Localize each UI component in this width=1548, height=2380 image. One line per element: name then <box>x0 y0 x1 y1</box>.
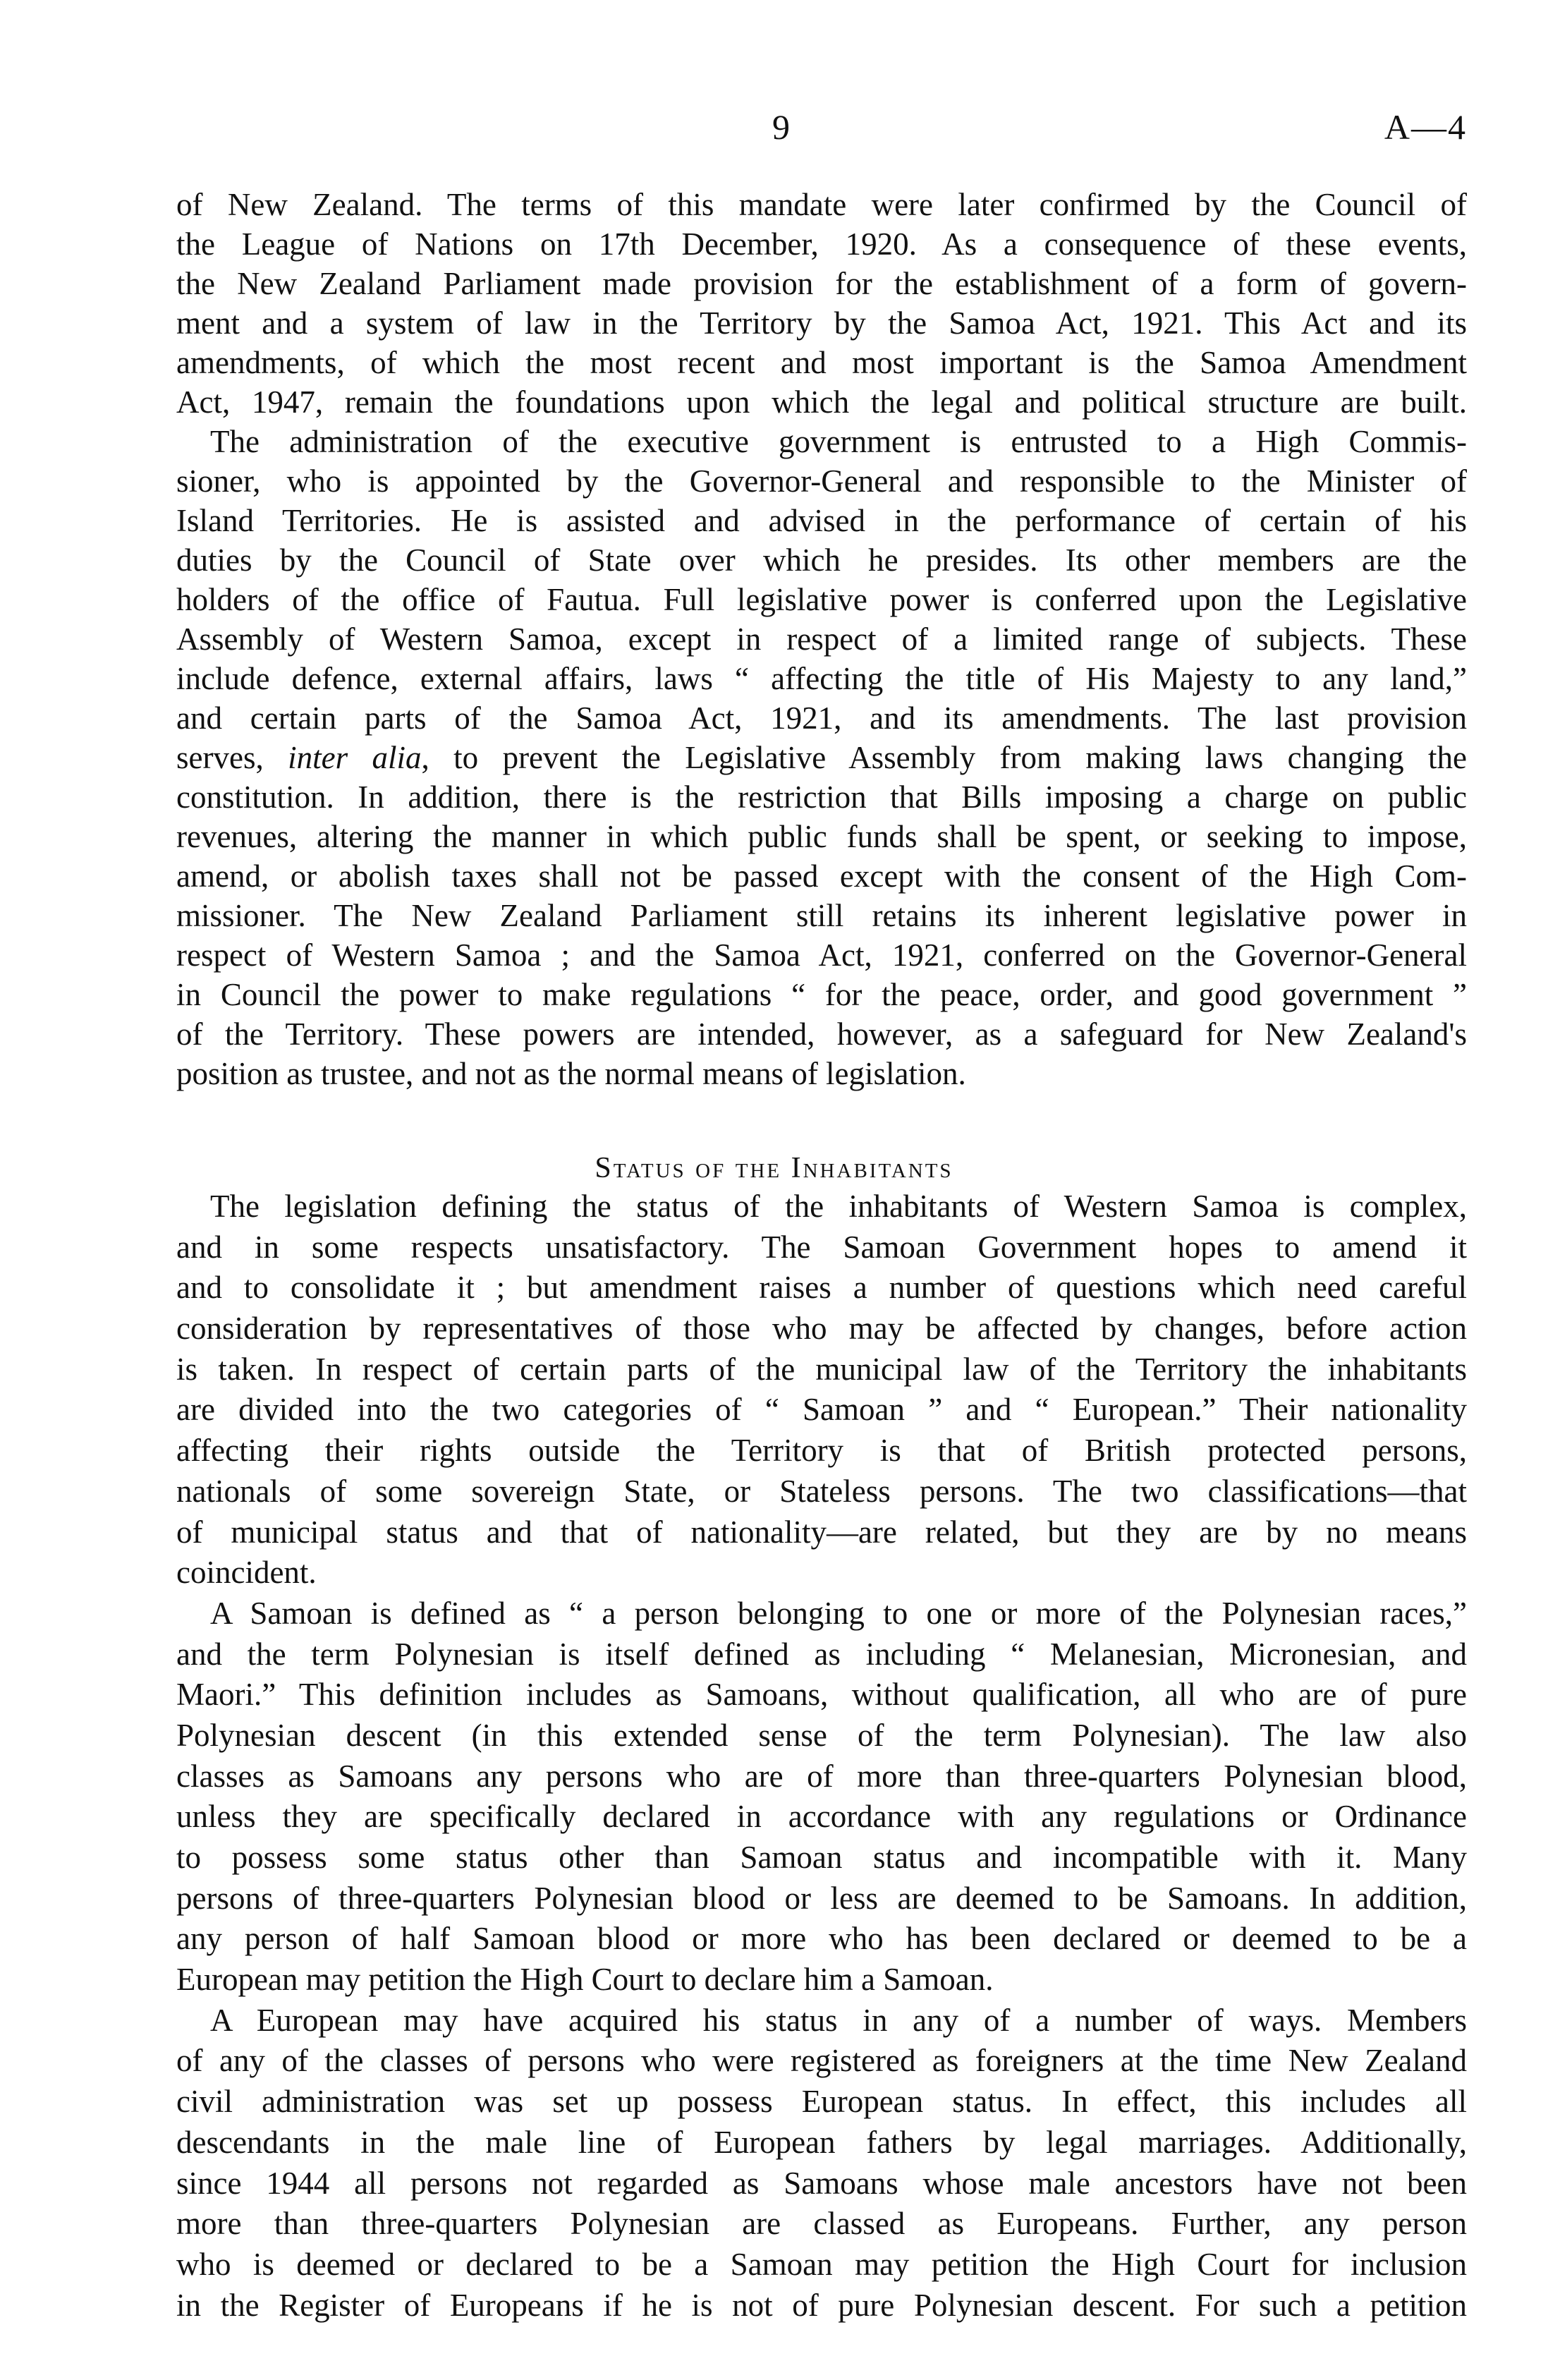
text-line: is taken. In respect of certain parts of the municipal law of the Territory the inhabitants <box>176 1351 1467 1387</box>
text-line: Act, 1947, remain the foundations upon which the legal and political structure are built. <box>176 384 1467 420</box>
text-segment: serves, <box>176 740 288 775</box>
text-line: Island Territories. He is assisted and advised in the performance of certain of his <box>176 503 1467 538</box>
text-line: Polynesian descent (in this extended sense of the term Polynesian). The law also <box>176 1717 1467 1753</box>
text-line: missioner. The New Zealand Parliament still retains its inherent legislative power in <box>176 898 1467 933</box>
text-line: coincident. <box>176 1555 317 1591</box>
text-line: ment and a system of law in the Territory by the Samoa Act, 1921. This Act and its <box>176 305 1467 341</box>
text-line: descendants in the male line of European fathers by legal marriages. Additionally, <box>176 2124 1467 2160</box>
text-line: and the term Polynesian is itself defined as including “ Melanesian, Micronesian, and <box>176 1636 1467 1672</box>
italic-text: inter alia <box>288 740 422 775</box>
paragraph <box>176 1593 1467 2000</box>
text-line: affecting their rights outside the Territory is that of British protected persons, <box>176 1433 1467 1469</box>
text-line: civil administration was set up possess European status. In effect, this includes all <box>176 2084 1467 2120</box>
text-line: who is deemed or declared to be a Samoan may petition the High Court for inclusion <box>176 2246 1467 2282</box>
text-line: The administration of the executive government is entrusted to a High Commis- <box>210 424 1467 459</box>
text-line: revenues, altering the manner in which public funds shall be spent, or seeking to impose, <box>176 819 1467 854</box>
text-line: holders of the office of Fautua. Full legislative power is conferred upon the Legislative <box>176 582 1467 617</box>
text-line: European may petition the High Court to declare him a Samoan. <box>176 1962 994 1998</box>
text-line: constitution. In addition, there is the restriction that Bills imposing a charge on public <box>176 779 1467 815</box>
text-line: position as trustee, and not as the normal means of legislation. <box>176 1056 966 1091</box>
text-line: of any of the classes of persons who were registered as foreigners at the time New Zealand <box>176 2043 1467 2079</box>
text-line: more than three-quarters Polynesian are classed as Europeans. Further, any person <box>176 2206 1467 2242</box>
text-line: nationals of some sovereign State, or Stateless persons. The two classifications—that <box>176 1473 1467 1509</box>
text-line: respect of Western Samoa ; and the Samoa Act, 1921, conferred on the Governor-General <box>176 937 1467 973</box>
body-section-status-of-inhabitants <box>176 1186 1467 2326</box>
text-line: consideration by representatives of those who may be affected by changes, before action <box>176 1311 1467 1347</box>
text-line: and certain parts of the Samoa Act, 1921, and its amendments. The last provision <box>176 700 1467 736</box>
text-line: and to consolidate it ; but amendment raises a number of questions which need careful <box>176 1270 1467 1306</box>
text-line: amendments, of which the most recent and most important is the Samoa Amendment <box>176 345 1467 380</box>
text-line: duties by the Council of State over which he presides. Its other members are the <box>176 542 1467 578</box>
text-line: in the Register of Europeans if he is not of pure Polynesian descent. For such a petition <box>176 2287 1467 2323</box>
page-number: 9 <box>772 107 790 147</box>
text-line: the League of Nations on 17th December, 1920. As a consequence of these events, <box>176 226 1467 262</box>
text-line: of the Territory. These powers are intended, however, as a safeguard for New Zealand's <box>176 1016 1467 1052</box>
text-line: persons of three-quarters Polynesian blood or less are deemed to be Samoans. In addition, <box>176 1880 1467 1916</box>
text-line: in Council the power to make regulations “ for the peace, order, and good government ” <box>176 977 1467 1012</box>
document-reference: A—4 <box>1384 107 1467 147</box>
text-line: A European may have acquired his status in any of a number of ways. Members <box>210 2002 1467 2038</box>
text-line: of New Zealand. The terms of this mandate were later confirmed by the Council of <box>176 187 1467 222</box>
text-line: Assembly of Western Samoa, except in respect of a limited range of subjects. These <box>176 621 1467 657</box>
body-section-governance <box>176 185 1467 1093</box>
text-segment: , to prevent the Legislative Assembly from making laws changing the <box>421 740 1467 775</box>
text-line: sioner, who is appointed by the Governor-General and responsible to the Minister of <box>176 463 1467 499</box>
text-line: are divided into the two categories of “ Samoan ” and “ European.” Their nationality <box>176 1392 1467 1428</box>
text-line: of municipal status and that of nationality—are related, but they are by no means <box>176 1514 1467 1550</box>
text-line: The legislation defining the status of the inhabitants of Western Samoa is complex, <box>210 1189 1467 1224</box>
text-line: any person of half Samoan blood or more who has been declared or deemed to be a <box>176 1921 1467 1957</box>
text-line: unless they are specifically declared in accordance with any regulations or Ordinance <box>176 1799 1467 1835</box>
paragraph <box>176 2000 1467 2326</box>
paragraph <box>176 422 1467 1093</box>
text-line: include defence, external affairs, laws “ affecting the title of His Majesty to any land,” <box>176 661 1467 696</box>
text-line: amend, or abolish taxes shall not be passed except with the consent of the High Com- <box>176 858 1467 894</box>
text-line: and in some respects unsatisfactory. The Samoan Government hopes to amend it <box>176 1229 1467 1265</box>
text-line: since 1944 all persons not regarded as Samoans whose male ancestors have not been <box>176 2165 1467 2201</box>
paragraph <box>176 185 1467 422</box>
paragraph <box>176 1186 1467 1593</box>
text-line: classes as Samoans any persons who are of more than three-quarters Polynesian blood, <box>176 1758 1467 1794</box>
text-line: the New Zealand Parliament made provision for the establishment of a form of govern- <box>176 266 1467 301</box>
section-heading: Status of the Inhabitants <box>595 1152 953 1184</box>
text-line: A Samoan is defined as “ a person belonging to one or more of the Polynesian races,” <box>210 1595 1467 1631</box>
text-line: to possess some status other than Samoan status and incompatible with it. Many <box>176 1840 1467 1875</box>
text-line <box>176 738 1467 777</box>
text-line: Maori.” This definition includes as Samoans, without qualification, all who are of pure <box>176 1677 1467 1713</box>
